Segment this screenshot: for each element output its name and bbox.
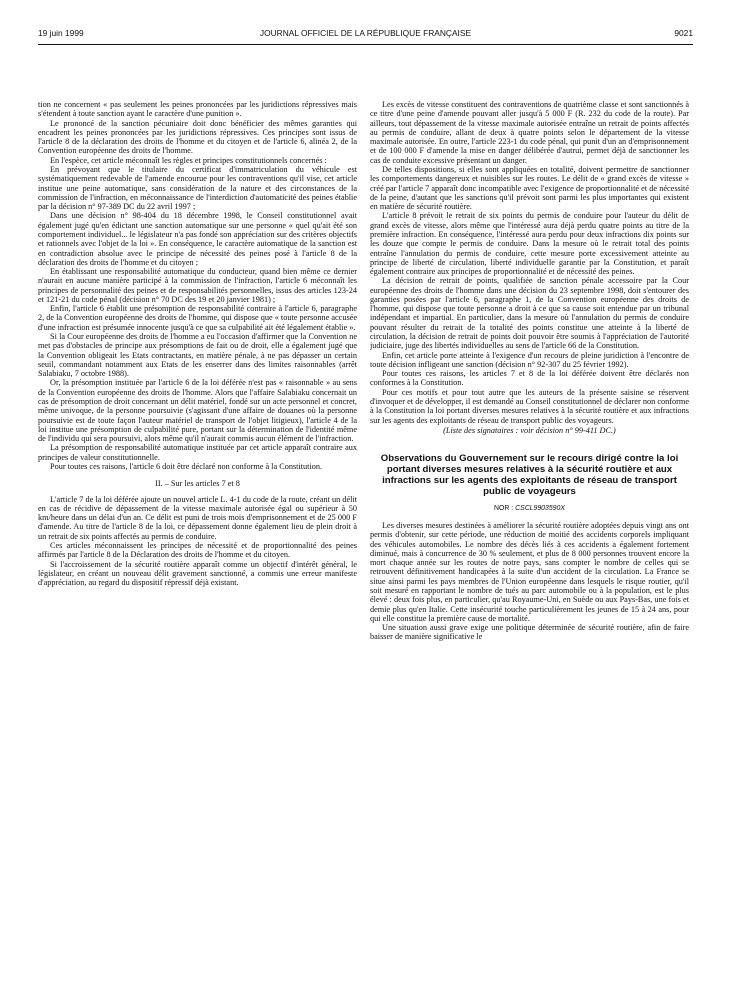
section-title: II. – Sur les articles 7 et 8 (155, 479, 240, 489)
paragraph: Pour toutes ces raisons, les articles 7 et 8 de la loi déférée doivent être déclarés non conformes à la Constitution. (370, 369, 689, 388)
paragraph: Ces articles méconnaissent les principes de nécessité et de proportionnalité des peines affirmés par l'article 8 de la Déclaration des droits de l'homme et du citoyen. (38, 540, 357, 560)
header-journal-title: JOURNAL OFFICIEL DE LA RÉPUBLIQUE FRANÇAISE (259, 28, 472, 38)
nor-label: NOR : (494, 504, 514, 512)
paragraph: Les diverses mesures destinées à améliorer la sécurité routière adoptées depuis vingt ans ont permis d'obtenir, sur cette période, une réduction de moitié des accidents corporels impliquant des véhicules automobiles. Le nombre des décès liés à ces accidents a également fortement diminué, mais à concurrence de 30 % seulement, et plus de 8 000 personnes trouvent encore la mort chaque année sur les routes de notre pays, sans compter le nombre de celles qui se retrouvent définitivement handicapées à la suite d'un accident de la circulation. La France se situe ainsi parmi les pays membres de l'Union européenne dans lesquels le risque routier, qu'il soit mesuré en rapportant le nombre de tués au parc automobile ou à la population, est le plus élevé : deux fois plus, en particulier, qu'au Royaume-Uni, en Suède ou aux Pays-Bas, une fois et demie plus qu'en Italie. Cette insécurité touche particulièrement les jeunes de 15 à 24 ans, pour qui elle constitue la première cause de mortalité. (370, 521, 689, 623)
paragraph: De telles dispositions, si elles sont appliquées en totalité, doivent permettre de sanctionner les comportements dangereux et nuisibles sur les routes. Le délit de « grand excès de vitesse » créé par l'article 7 apparaît donc incompatible avec l'exigence de proportionnalité et de nécessité de la peine, d'autant que les sanctions qu'il prévoit sont parmi les plus importantes qui existent en matière de sécurité routière. (370, 164, 689, 212)
paragraph: Le prononcé de la sanction pécuniaire doit donc bénéficier des mêmes garanties qui encadrent les peines prononcées par les juridictions répressives. Ces principes sont issus de l'article 8 de la déclaration des droits de l'homme et du citoyen et de l'article 6, alinéa 2, de la Convention européenne des droits de l'homme. (38, 118, 357, 156)
paragraph: Si la Cour européenne des droits de l'homme a eu l'occasion d'affirmer que la Convention ne met pas d'obstacles de principe aux présomptions de fait ou de droit, elle a également jugé que la Convention obligeait les Etats contractants, en matière pénale, à ne pas dépasser un certain seuil, commandant notamment aux Etats de les enserrer dans des limites raisonnables (arrêt Salabiaku, 7 octobre 1988). (38, 332, 357, 379)
header-date: 19 juin 1999 (38, 28, 84, 38)
paragraph: Pour toutes ces raisons, l'article 6 doit être déclaré non conforme à la Constitution. (50, 461, 323, 471)
left-column (38, 100, 357, 976)
paragraph: Pour ces motifs et pour tout autre que les auteurs de la présente saisine se réservent d'invoquer et de développer, il est demandé au Conseil constitutionnel de déclarer non conforme à la Constitution la loi portant diverses mesures relatives à la sécurité routière et aux infractions sur les agents des exploitants de réseau de transport public des voyageurs. (370, 387, 689, 425)
signatories-note: (Liste des signataires : voir décision n° 99-411 DC.) (443, 425, 616, 435)
paragraph: En l'espèce, cet article méconnaît les règles et principes constitutionnels concernés : (50, 155, 327, 165)
observations-title: Observations du Gouvernement sur le recours dirigé contre la loi portant diverses mesures relatives à la sécurité routière et aux infractions sur les agents des exploitants de réseau de transport public de voyageurs (380, 453, 679, 497)
paragraph: La décision de retrait de points, qualifiée de sanction pénale accessoire par la Cour européenne des droits de l'homme dans une décision du 23 septembre 1998, doit s'entourer des garanties posées par l'article 6, paragraphe 1, de la Convention européenne des droits de l'homme, qui dispose que toute personne a droit à ce que sa cause soit entendue par un tribunal indépendant et impartial. En particulier, dans la mesure où l'annulation du permis de conduire pouvant résulter du retrait de la totalité des points constitue une atteinte à la liberté de circulation, la décision de retrait de points doit pouvoir être soumis à l'appréciation de l'autorité judiciaire, juge des libertés individuelles au sens de l'article 66 de la Constitution. (370, 276, 689, 351)
header-rule (38, 44, 693, 45)
paragraph: Or, la présomption instituée par l'article 6 de la loi déférée n'est pas « raisonnable » au sens de la Convention européenne des droits de l'homme. Alors que l'affaire Salabiaku concernait un cas de présomption de droit concernant un délit matériel, fondé sur un acte personnel et concret, même univoque, de la personne poursuivie (s'agissant d'une affaire de douanes où la personne poursuivie est de toute façon l'auteur matériel de transport de l'objet litigieux), l'article 4 de la loi institue une présomption de culpabilité pure, portant sur la détermination de l'identité même de l'individu qui sera poursuivi, alors même qu'il n'aurait commis aucun élément de l'infraction. (38, 378, 357, 444)
paragraph: Dans une décision n° 98-404 du 18 décembre 1998, le Conseil constitutionnel avait également jugé qu'en édictant une sanction automatique sur une personne « quel qu'ait été son comportement individuel... le législateur n'a pas fondé son appréciation sur des critères objectifs et rationnels avec l'objet de la loi ». En conséquence, le caractère automatique de la sanction est en contradiction absolue avec le principe de nécessité des peines posé à l'article 8 de la déclaration des droits de l'homme et du citoyen ; (38, 211, 357, 267)
page-header (38, 28, 693, 42)
right-column (370, 100, 689, 976)
paragraph: L'article 7 de la loi déférée ajoute un nouvel article L. 4-1 du code de la route, créant un délit en cas de récidive de dépassement de la vitesse maximale autorisée égal ou supérieur à 50 km/heure dans un délai d'un an. Ce délit est puni de trois mois d'emprisonnement et de 25 000 F d'amende. Au titre de l'article 8 de la loi, ce dépassement donne également lieu de plein droit à un retrait de six points affectés au permis de conduire. (38, 494, 357, 541)
nor-reference (370, 504, 689, 513)
paragraph: L'article 8 prévoit le retrait de six points du permis de conduire pour l'auteur du délit de grand excès de vitesse, alors même que l'intéressé aura déjà perdu quatre points au titre de la première infraction. En conséquence, l'intéressé aura perdu pour deux infractions dix points sur les douze que compte le permis de conduire. Dans la mesure où le retrait total des points entraîne l'annulation du permis de conduire, cette mesure porte excessivement atteinte au principe de liberté de circulation, liberté individuelle garantie par la Constitution, et paraît également contraire aux principes de proportionnalité et de nécessité des peines. (370, 211, 689, 277)
paragraph: En établissant une responsabilité automatique du conducteur, quand bien même ce dernier n'aurait en aucune manière participé à la commission de l'infraction, l'article 6 méconnaît les principes de personnalité des peines et de responsabilités personnelles, issus des articles 123-24 et 121-21 du code pénal (décision n° 70 DC des 19 et 20 janvier 1981) ; (38, 267, 357, 304)
header-page-number: 9021 (674, 28, 693, 38)
paragraph: En prévoyant que le titulaire du certificat d'immatriculation du véhicule est systématiquement redevable de l'amende encourue pour les contraventions qu'il vise, cet article institue une peine automatique, sans considération de la nature et des circonstances de la commission de l'infraction, en méconnaissance de l'interdiction d'automaticité des peines établie par la décision n° 97-389 DC du 22 avril 1997 ; (38, 164, 357, 212)
paragraph: Les excès de vitesse constituent des contraventions de quatrième classe et sont sanctionnés à ce titre d'une peine d'amende pouvant aller jusqu'à 5 000 F (R. 232 du code de la route). Par ailleurs, tout dépassement de la vitesse maximale autorisée entraîne un retrait de points affectés au permis de conduire, allant de deux à quatre points selon le département de la vitesse maximale autorisée. En outre, l'article 223-1 du code pénal, qui punit d'un an d'emprisonnement et de 100 000 F d'amende la mise en danger délibérée d'autrui, permet déjà de sanctionner les cas de conduite excessive présentant un danger. (370, 100, 689, 165)
paragraph: Enfin, l'article 6 établit une présomption de responsabilité contraire à l'article 6, paragraphe 2, de la Convention européenne des droits de l'homme, qui dispose que « toute personne accusée d'une infraction est présumée innocente jusqu'à ce que sa culpabilité ait été légalement établie ». (38, 304, 357, 332)
paragraph: Si l'accroissement de la sécurité routière apparaît comme un objectif d'intérêt général, le législateur, en créant un nouveau délit gravement sanctionné, a commis une erreur manifeste d'appréciation, au regard du dispositif répressif déjà existant. (38, 559, 357, 588)
paragraph: La présomption de responsabilité automatique instituée par cet article apparaît contraire aux principes de valeur constitutionnelle. (38, 443, 357, 462)
paragraph: tion ne concernent « pas seulement les peines prononcées par les juridictions répressives mais s'étendent à toute sanction ayant le caractère d'une punition ». (38, 100, 357, 119)
paragraph: Une situation aussi grave exige une politique déterminée de sécurité routière, afin de faire baisser de manière significative le (370, 623, 689, 642)
nor-code: CSCL9903590X (515, 504, 565, 512)
paragraph: Enfin, cet article porte atteinte à l'exigence d'un recours de pleine juridiction à l'encontre de toute décision infligeant une sanction (décision n° 92-307 du 25 février 1992). (370, 350, 689, 369)
